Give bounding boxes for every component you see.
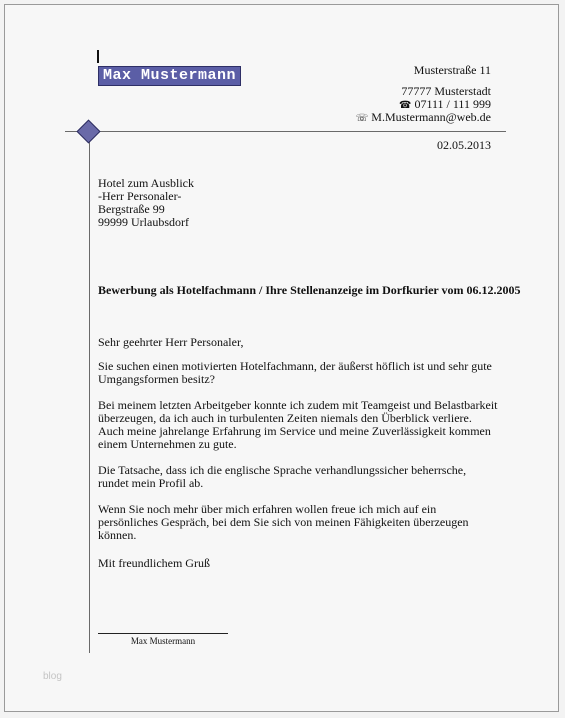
body-sentence: Auch meine jahrelange Erfahrung im Service und meine Zuverlässigkeit kommen einem Unternehmen zu gute. (98, 424, 491, 451)
recipient-line: 99999 Urlaubsdorf (98, 215, 189, 229)
telephone-icon: ☎ (398, 100, 412, 111)
text-cursor (97, 50, 99, 63)
body-paragraph: Wenn Sie noch mehr über mich erfahren wollen freue ich mich auf ein persönliches Gespräch, bei dem Sie sich von meinen Fähigkeiten überzeugen können. (98, 502, 469, 542)
salutation: Sehr geehrter Herr Personaler, (98, 335, 244, 349)
sender-email-row (356, 111, 491, 125)
body-sentence: Bei meinem letzten Arbeitgeber konnte ich zudem mit Teamgeist und Belastbarkeit überzeugen, da ich auch in turbulenten Zeiten niemals den Überblick verliere. (98, 398, 498, 425)
sender-city: 77777 Musterstadt (401, 84, 491, 98)
body-paragraph (98, 399, 498, 451)
recipient-line: Hotel zum Ausblick (98, 176, 194, 190)
recipient-line: Bergstraße 99 (98, 202, 165, 216)
signature-name: Max Mustermann (130, 636, 196, 646)
closing: Mit freundlichem Gruß (98, 556, 210, 570)
signature-line (98, 633, 228, 634)
sender-email: M.Mustermann@web.de (371, 110, 491, 124)
watermark: blog (43, 671, 62, 682)
margin-rule (89, 131, 90, 653)
letter-date: 02.05.2013 (437, 138, 491, 152)
recipient-address (98, 177, 194, 229)
letter-page (4, 4, 559, 712)
diamond-ornament (76, 119, 100, 143)
sender-street: Musterstraße 11 (413, 63, 491, 77)
letter-body (98, 336, 498, 555)
sender-name: Max Mustermann (98, 66, 241, 86)
header-rule (65, 131, 506, 132)
subject-line: Bewerbung als Hotelfachmann / Ihre Stellenanzeige im Dorfkurier vom 06.12.2005 (98, 283, 521, 297)
recipient-line: -Herr Personaler- (98, 189, 182, 203)
body-paragraph: Sie suchen einen motivierten Hotelfachmann, der äußerst höflich ist und sehr gute Umgangsformen besitz? (98, 359, 492, 386)
sender-phone: 07111 / 111 999 (414, 97, 491, 111)
fax-email-icon: ☏ (355, 113, 369, 124)
body-paragraph: Die Tatsache, dass ich die englische Sprache verhandlungssicher beherrsche, rundet mein Profil ab. (98, 463, 467, 490)
